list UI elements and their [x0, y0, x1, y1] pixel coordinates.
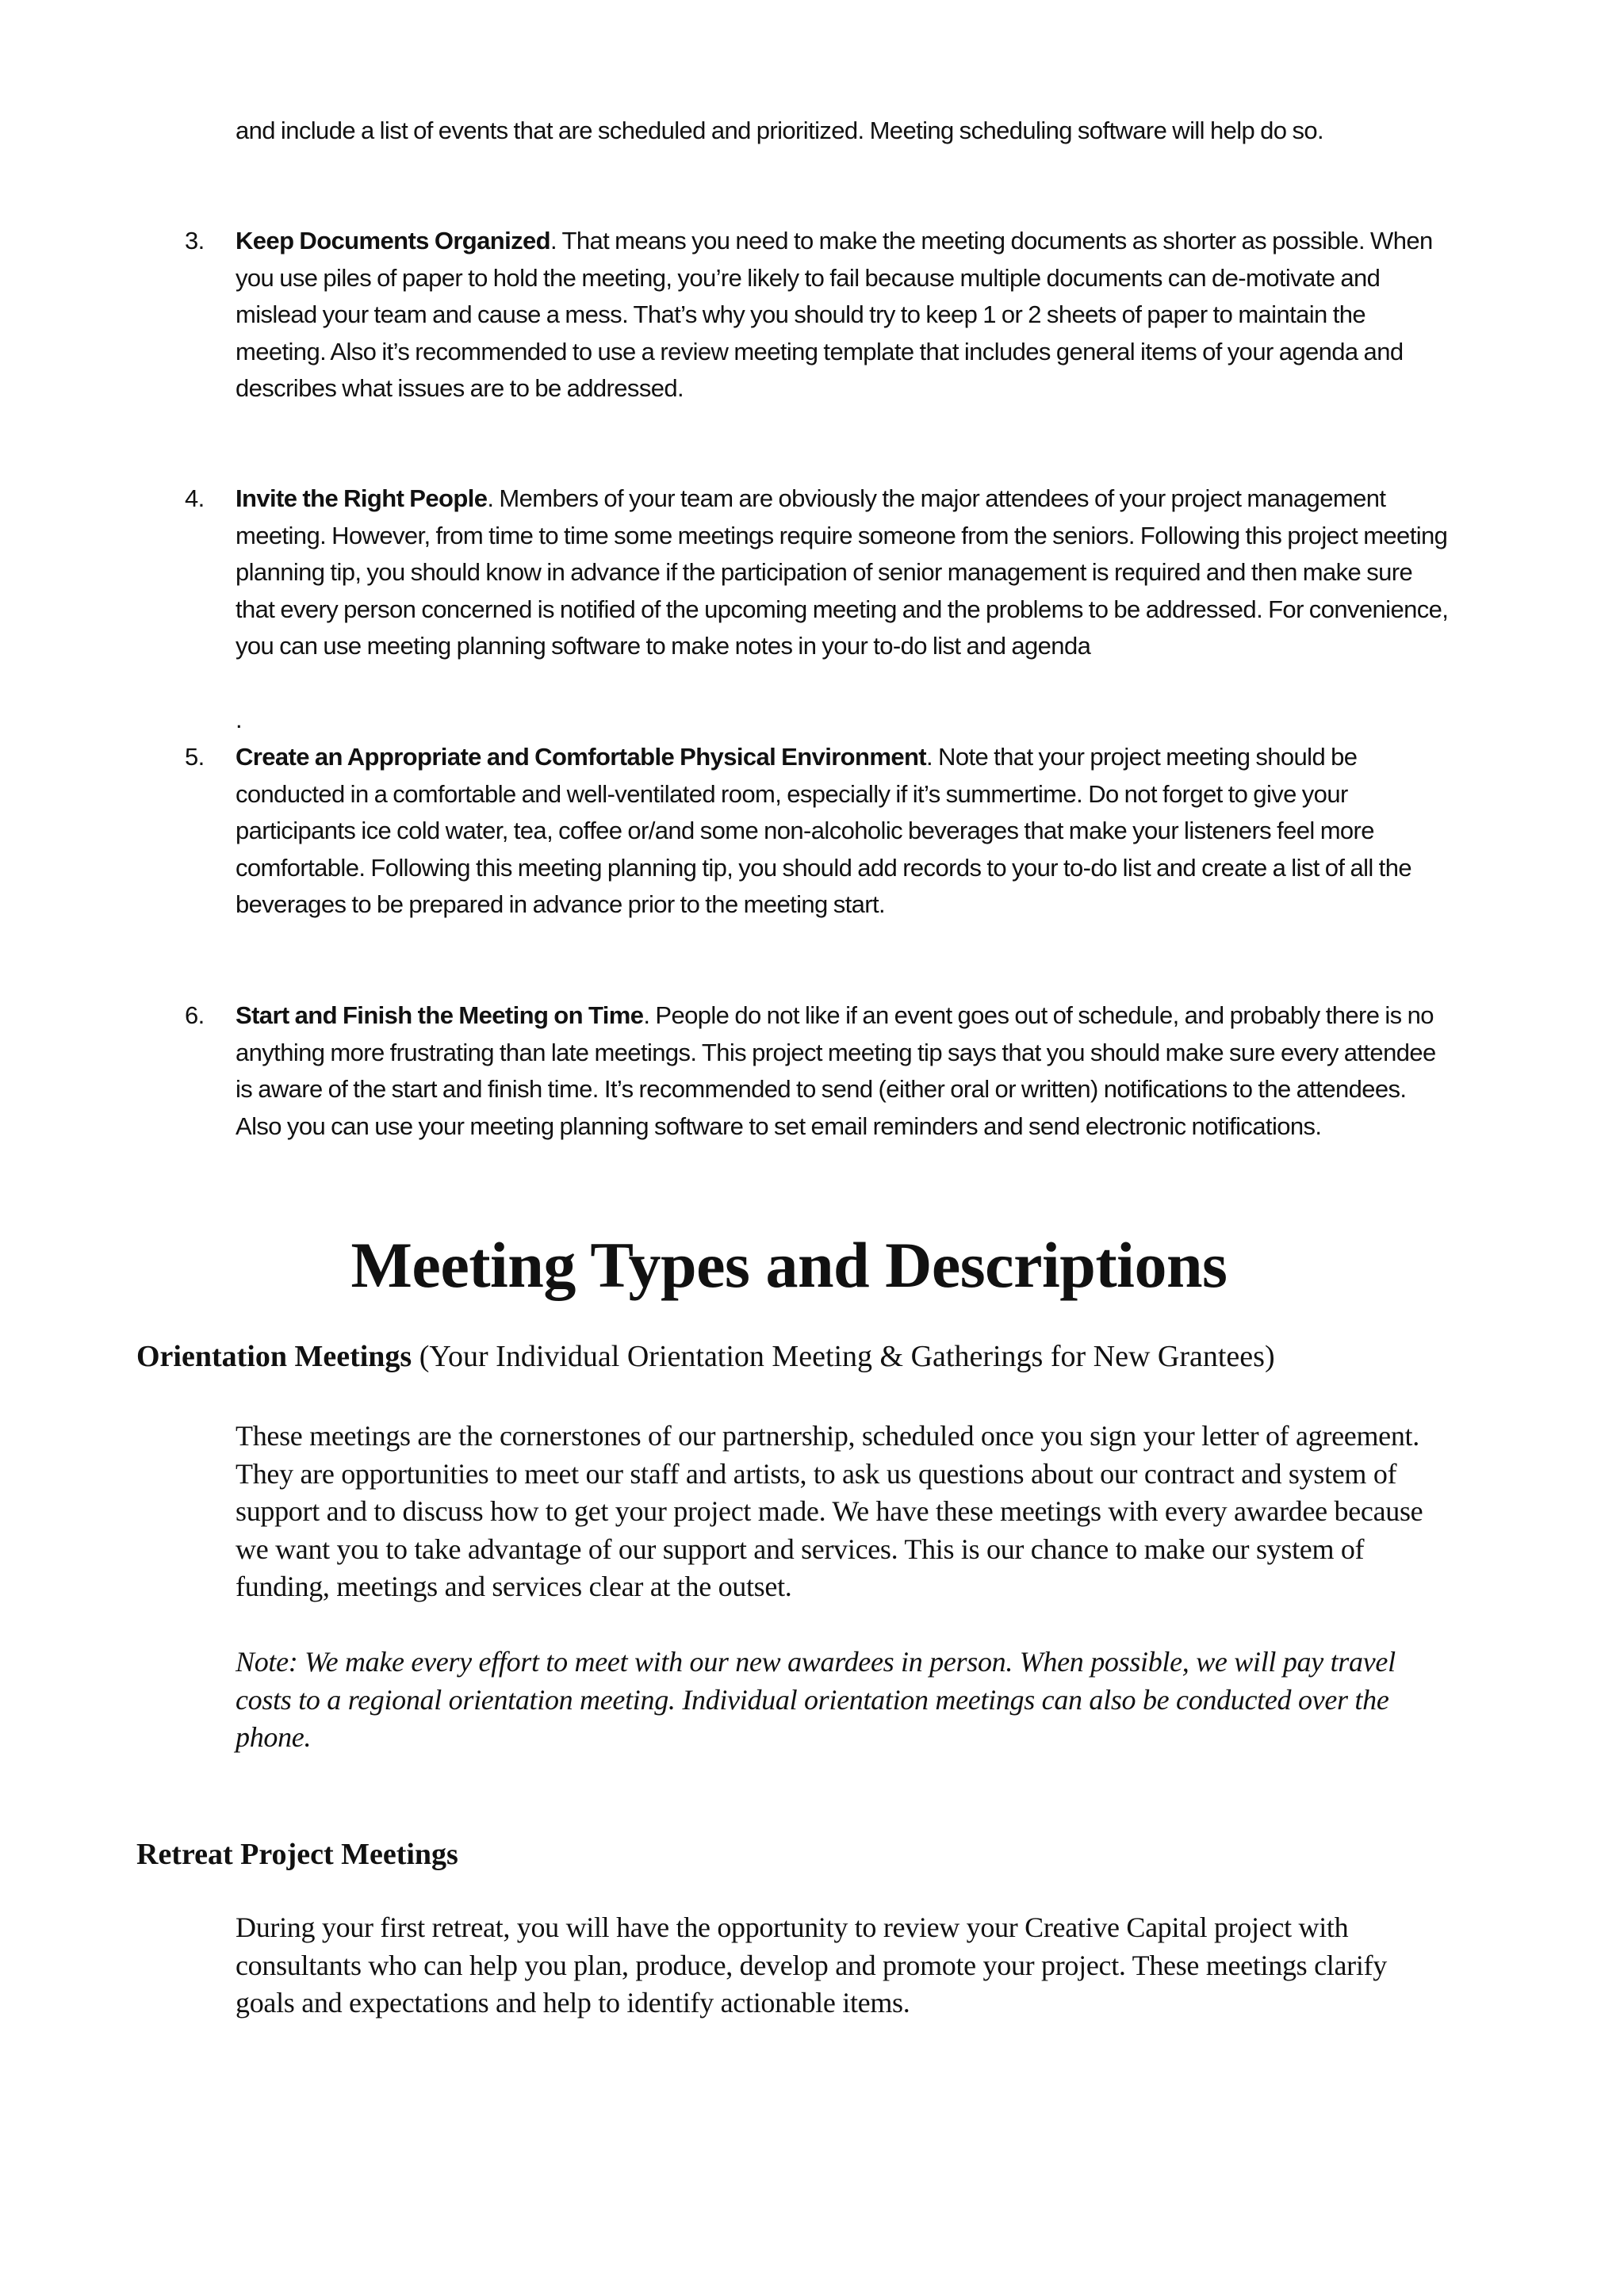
list-item-number: 5. — [185, 743, 205, 771]
orientation-note: Note: We make every effort to meet with our new awardees in person. When possible, we will pay travel costs to a regional orientation meeting. Individual orientation meetings can also be conducted over the phone. — [236, 1646, 1396, 1753]
list-item-body — [236, 997, 1449, 1145]
list-item-body — [236, 739, 1449, 924]
list-item-number: 6. — [185, 1001, 205, 1029]
list-item-title: Keep Documents Organized — [236, 227, 551, 254]
stray-dot: . — [236, 706, 243, 733]
list-item-text: . People do not like if an event goes out of schedule, and probably there is no anything more frustrating than late meetings. This project meeting tip says that you should make sure every attendee is aware of the start and finish time. It’s recommended to send (either oral or written) notifications to the attendees. Also you can use your meeting planning software to set email reminders and send electronic notifications. — [236, 1001, 1436, 1140]
retreat-heading — [136, 1836, 1484, 1873]
list-item-text: . Note that your project meeting should be conducted in a comfortable and well-ventilated room, especially if it’s summertime. Do not forget to give your participants ice cold water, tea, coffee or/and some non-alcoholic beverages that make your listeners feel more comfortable. Following this meeting planning tip, you should add records to your to-do list and create a list of all the beverages to be prepared in advance prior to the meeting start. — [236, 743, 1411, 918]
list-item-number: 4. — [185, 484, 205, 512]
orientation-heading-paren: (Your Individual Orientation Meeting & Gatherings for New Grantees) — [412, 1340, 1275, 1373]
orientation-heading-bold: Orientation Meetings — [136, 1340, 412, 1373]
list-item-title: Invite the Right People — [236, 484, 488, 512]
list-item-text: . That means you need to make the meeting documents as shorter as possible. When you use piles of paper to hold the meeting, you’re likely to fail because multiple documents can de-motivate and mislead your team and cause a mess. That’s why you should try to keep 1 or 2 sheets of paper to maintain the meeting. Also it’s recommended to use a review meeting template that includes general items of your agenda and describes what issues are to be addressed. — [236, 227, 1433, 402]
list-item-body — [236, 223, 1449, 408]
list-item-body — [236, 480, 1449, 665]
list-item-number: 3. — [185, 227, 205, 254]
section-title: Meeting Types and Descriptions — [350, 1229, 1228, 1301]
orientation-body: These meetings are the cornerstones of our partnership, scheduled once you sign your letter of agreement. They are opportunities to meet our staff and artists, to ask us questions about our contract and system of support and to discuss how to get your project made. We have these meetings with every awardee because we want you to take advantage of our support and services. This is our chance to make our system of funding, meetings and services clear at the outset. — [236, 1420, 1423, 1602]
list-item-title: Start and Finish the Meeting on Time — [236, 1001, 644, 1029]
retreat-body: During your first retreat, you will have the opportunity to review your Creative Capital project with consultants who can help you plan, produce, develop and promote your project. These meetings clarify goals and expectations and help to identify actionable items. — [236, 1911, 1387, 2019]
list-item-text: . Members of your team are obviously the major attendees of your project management meeting. However, from time to time some meetings require someone from the seniors. Following this project meeting planning tip, you should know in advance if the participation of senior management is required and then make sure that every person concerned is notified of the upcoming meeting and the problems to be addressed. For convenience, you can use meeting planning software to make notes in your to-do list and agenda — [236, 484, 1449, 660]
orientation-heading — [136, 1338, 1484, 1375]
retreat-heading-bold: Retreat Project Meetings — [136, 1838, 458, 1871]
list-item-title: Create an Appropriate and Comfortable Physical Environment — [236, 743, 927, 771]
intro-continuation: and include a list of events that are scheduled and prioritized. Meeting scheduling software will help do so. — [236, 117, 1324, 144]
